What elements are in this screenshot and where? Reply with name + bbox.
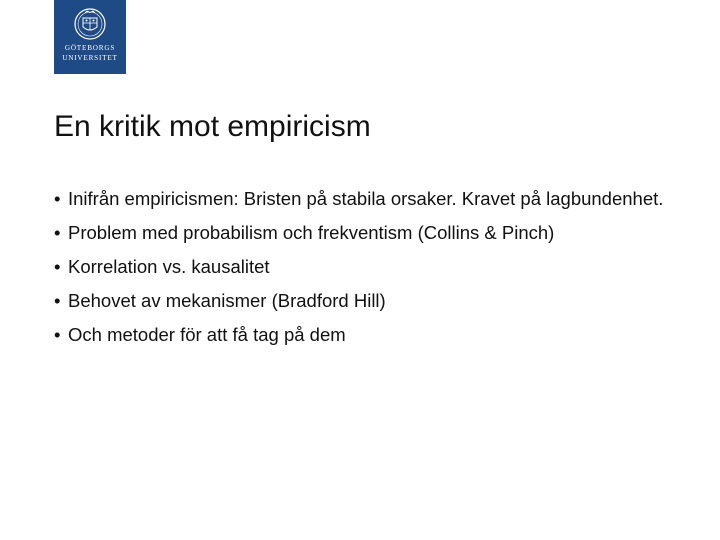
- logo-line-2: UNIVERSITET: [62, 54, 118, 62]
- bullet-text: Korrelation vs. kausalitet: [68, 256, 270, 277]
- slide-title: En kritik mot empiricism: [54, 110, 371, 143]
- bullet-text: Och metoder för att få tag på dem: [68, 324, 346, 345]
- list-item: [54, 322, 674, 348]
- logo-line-1: GÖTEBORGS: [64, 44, 116, 52]
- bullet-text: Behovet av mekanismer (Bradford Hill): [68, 290, 386, 311]
- list-item: [54, 186, 674, 212]
- bullet-list: [54, 186, 674, 356]
- bullet-text: Problem med probabilism och frekventism (Collins & Pinch): [68, 222, 555, 243]
- bullet-marker: •: [54, 324, 61, 345]
- bullet-marker: •: [54, 222, 61, 243]
- bullet-text: Inifrån empiricismen: Bristen på stabila orsaker. Kravet på lagbundenhet.: [68, 188, 664, 209]
- list-item: [54, 254, 674, 280]
- bullet-marker: •: [54, 188, 61, 209]
- university-logo: [54, 0, 126, 74]
- bullet-marker: •: [54, 290, 61, 311]
- bullet-marker: •: [54, 256, 61, 277]
- list-item: [54, 288, 674, 314]
- list-item: [54, 220, 674, 246]
- university-seal-icon: [54, 0, 126, 46]
